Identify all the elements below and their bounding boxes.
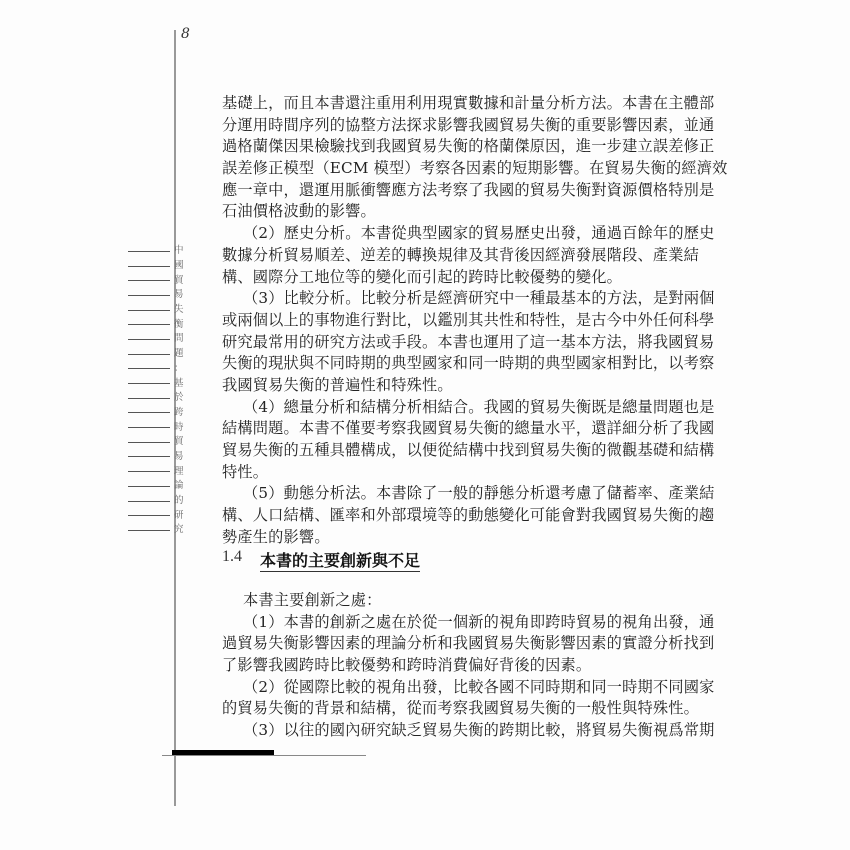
running-title-row xyxy=(128,347,184,362)
running-title-row xyxy=(128,288,184,303)
text-line: （2）從國際比較的視角出發，比較各國不同時期和同一時期不同國家 xyxy=(243,677,715,696)
running-title-char: 國 xyxy=(174,260,184,272)
running-title-char: 貿 xyxy=(174,274,184,286)
running-title-row xyxy=(128,450,184,465)
running-title-rule xyxy=(128,398,170,399)
section-heading xyxy=(222,548,420,572)
running-title-row xyxy=(128,494,184,509)
text-line: 基礎上，而且本書還注重用利用現實數據和計量分析方法。本書在主體部 xyxy=(222,94,715,112)
running-title-char: 中 xyxy=(174,245,184,257)
section-body-text xyxy=(222,590,715,742)
text-line: 誤差修正模型（ECM 模型）考察各因素的短期影響。在貿易失衡的經濟效 xyxy=(222,159,728,178)
running-title-rule xyxy=(128,456,170,457)
text-line: 特性。 xyxy=(222,462,269,481)
running-title-row xyxy=(128,479,184,494)
running-title-row xyxy=(128,420,184,435)
text-line: 過格蘭傑因果檢驗找到我國貿易失衡的格蘭傑原因，進一步建立誤差修正 xyxy=(222,137,715,156)
section-number: 1.4 xyxy=(222,548,242,565)
running-title-row xyxy=(128,332,184,347)
body-text xyxy=(222,93,728,548)
running-title xyxy=(128,244,184,538)
running-title-rule xyxy=(128,530,170,531)
running-title-rule xyxy=(128,442,170,443)
running-title-char: 論 xyxy=(174,480,184,492)
text-line: （1）本書的創新之處在於從一個新的視角即跨時貿易的視角出發，通 xyxy=(243,612,715,631)
running-title-rule xyxy=(128,354,170,355)
running-title-char: ： xyxy=(174,362,184,374)
text-line: （5）動態分析法。本書除了一般的靜態分析還考慮了儲蓄率、產業結 xyxy=(243,484,715,503)
text-line: （4）總量分析和結構分析相結合。我國的貿易失衡既是總量問題也是 xyxy=(243,397,715,416)
text-line: 勢產生的影響。 xyxy=(222,527,330,546)
running-title-row xyxy=(128,406,184,421)
running-title-row xyxy=(128,391,184,406)
text-line: 的貿易失衡的背景和結構，從而考察我國貿易失衡的一般性與特殊性。 xyxy=(222,699,700,718)
running-title-char: 究 xyxy=(174,524,184,536)
text-line: 研究最常用的研究方法或手段。本書也運用了這一基本方法，將我國貿易 xyxy=(222,332,715,351)
running-title-row xyxy=(128,376,184,391)
text-line: 或兩個以上的事物進行對比，以鑑別其共性和特性，是古今中外任何科學 xyxy=(222,310,715,329)
running-title-row xyxy=(128,303,184,318)
page-number: 8 xyxy=(181,26,190,42)
running-title-row xyxy=(128,435,184,450)
running-title-rule xyxy=(128,501,170,502)
running-title-char: 時 xyxy=(174,421,184,433)
text-line: 石油價格波動的影響。 xyxy=(222,202,376,221)
text-line: 構、人口結構、匯率和外部環境等的動態變化可能會對我國貿易失衡的趨 xyxy=(222,506,715,525)
running-title-char: 易 xyxy=(174,450,184,462)
running-title-rule xyxy=(128,383,170,384)
text-line: 應一章中，還運用脈衝響應方法考察了我國的貿易失衡對資源價格特別是 xyxy=(222,180,715,199)
running-title-row xyxy=(128,317,184,332)
text-line: （3）比較分析。比較分析是經濟研究中一種最基本的方法，是對兩個 xyxy=(243,289,715,308)
running-title-row xyxy=(128,523,184,538)
running-title-rule xyxy=(128,251,170,252)
running-title-char: 研 xyxy=(174,509,184,521)
running-title-char: 貿 xyxy=(174,436,184,448)
running-title-row xyxy=(128,362,184,377)
text-line: 過貿易失衡影響因素的理論分析和我國貿易失衡影響因素的實證分析找到 xyxy=(222,634,715,653)
running-title-rule xyxy=(128,310,170,311)
running-title-rule xyxy=(128,368,170,369)
running-title-rule xyxy=(128,515,170,516)
running-title-rule xyxy=(128,427,170,428)
running-title-rule xyxy=(128,486,170,487)
text-line: 我國貿易失衡的普遍性和特殊性。 xyxy=(222,375,453,394)
text-line: 數據分析貿易順差、逆差的轉換規律及其背後因經濟發展階段、產業結 xyxy=(222,245,700,264)
running-title-row xyxy=(128,244,184,259)
running-title-row xyxy=(128,508,184,523)
running-title-char: 問 xyxy=(174,333,184,345)
running-title-row xyxy=(128,259,184,274)
text-line: 分運用時間序列的協整方法探求影響我國貿易失衡的重要影響因素，並通 xyxy=(222,115,715,134)
text-line: 結構問題。本書不僅要考察我國貿易失衡的總量水平，還詳細分析了我國 xyxy=(222,419,715,438)
footer-rule xyxy=(162,755,366,756)
running-title-rule xyxy=(128,412,170,413)
running-title-char: 理 xyxy=(174,465,184,477)
running-title-rule xyxy=(128,339,170,340)
running-title-row xyxy=(128,464,184,479)
running-title-rule xyxy=(128,471,170,472)
running-title-char: 衡 xyxy=(174,318,184,330)
running-title-rule xyxy=(128,324,170,325)
running-title-char: 基 xyxy=(174,377,184,389)
running-title-rule xyxy=(128,295,170,296)
running-title-char: 易 xyxy=(174,289,184,301)
running-title-char: 失 xyxy=(174,304,184,316)
text-line: 失衡的現狀與不同時期的典型國家和同一時期的典型國家相對比，以考察 xyxy=(222,354,715,373)
running-title-rule xyxy=(128,266,170,267)
running-title-char: 於 xyxy=(174,392,184,404)
text-line: 了影響我國跨時比較優勢和跨時消費偏好背後的因素。 xyxy=(222,656,592,675)
text-line: （3）以往的國內研究缺乏貿易失衡的跨期比較，將貿易失衡視爲常期 xyxy=(243,721,715,740)
text-line: （2）歷史分析。本書從典型國家的貿易歷史出發，通過百餘年的歷史 xyxy=(243,224,715,243)
text-line: 構、國際分工地位等的變化而引起的跨時比較優勢的變化。 xyxy=(222,267,623,286)
text-line: 本書主要創新之處： xyxy=(243,591,382,609)
running-title-char: 題 xyxy=(174,348,184,360)
running-title-char: 跨 xyxy=(174,406,184,418)
running-title-rule xyxy=(128,280,170,281)
text-line: 貿易失衡的五種具體構成，以便從結構中找到貿易失衡的微觀基礎和結構 xyxy=(222,441,715,459)
running-title-char: 的 xyxy=(174,495,184,507)
section-title: 本書的主要創新與不足 xyxy=(260,548,420,572)
running-title-row xyxy=(128,273,184,288)
